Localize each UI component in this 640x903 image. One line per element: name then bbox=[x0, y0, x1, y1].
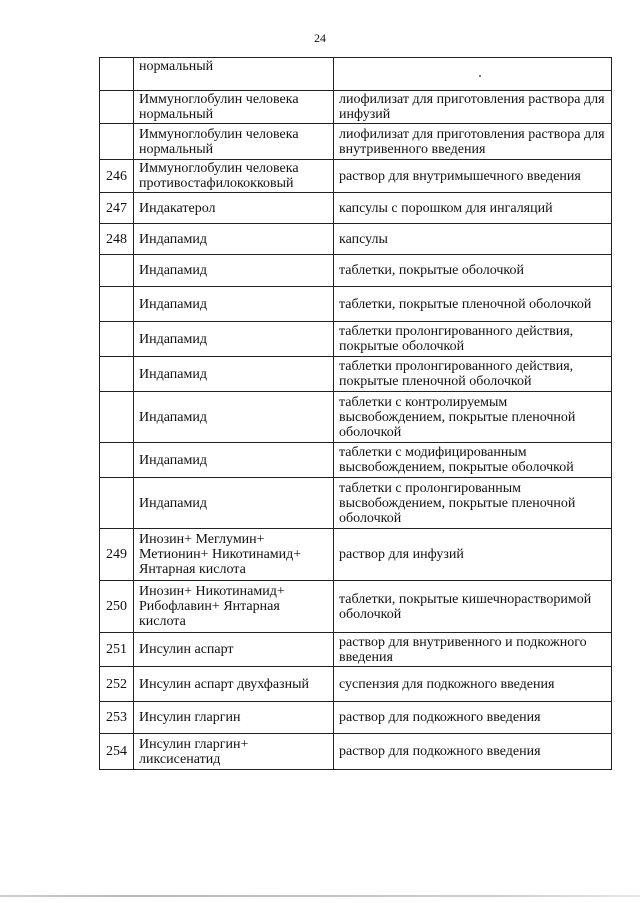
row-number-cell bbox=[100, 443, 134, 478]
dosage-form-cell: раствор для инфузий bbox=[334, 529, 612, 581]
drug-name-cell: Инсулин гларгин bbox=[134, 702, 334, 734]
drug-name-cell: Иммуноглобулин человека нормальный bbox=[134, 91, 334, 124]
drug-name-cell: Инозин+ Никотинамид+ Рибофлавин+ Янтарная кислота bbox=[134, 581, 334, 633]
row-number-cell: 250 bbox=[100, 581, 134, 633]
table-row bbox=[100, 160, 612, 193]
drug-name-cell: Индапамид bbox=[134, 224, 334, 255]
dosage-form-cell: раствор для подкожного введения bbox=[334, 702, 612, 734]
row-number-cell bbox=[100, 357, 134, 392]
drug-name-cell: Индапамид bbox=[134, 322, 334, 357]
dosage-form-cell: таблетки пролонгированного действия, покрытые оболочкой bbox=[334, 322, 612, 357]
table-row bbox=[100, 529, 612, 581]
table-row bbox=[100, 667, 612, 702]
row-number-cell bbox=[100, 478, 134, 529]
drug-name-cell: Индакатерол bbox=[134, 193, 334, 224]
table-row bbox=[100, 124, 612, 160]
table-row bbox=[100, 392, 612, 443]
dosage-form-cell: таблетки с контролируемым высвобождением, покрытые пленочной оболочкой bbox=[334, 392, 612, 443]
dosage-form-cell: таблетки с пролонгированным высвобождением, покрытые пленочной оболочкой bbox=[334, 478, 612, 529]
row-number-cell: 247 bbox=[100, 193, 134, 224]
dosage-form-cell: лиофилизат для приготовления раствора для внутривенного введения bbox=[334, 124, 612, 160]
row-number-cell bbox=[100, 124, 134, 160]
table-row bbox=[100, 734, 612, 770]
row-number-cell bbox=[100, 322, 134, 357]
table-row bbox=[100, 443, 612, 478]
dosage-form-cell: раствор для внутримышечного введения bbox=[334, 160, 612, 193]
table-row bbox=[100, 581, 612, 633]
dosage-form-cell: суспензия для подкожного введения bbox=[334, 667, 612, 702]
row-number-cell: 254 bbox=[100, 734, 134, 770]
table-row bbox=[100, 287, 612, 322]
page-number: 24 bbox=[314, 31, 326, 45]
table-row bbox=[100, 193, 612, 224]
drug-name-cell: Индапамид bbox=[134, 392, 334, 443]
scan-edge-line bbox=[0, 895, 640, 897]
table-row bbox=[100, 322, 612, 357]
table-row bbox=[100, 58, 612, 91]
row-number-cell: 248 bbox=[100, 224, 134, 255]
row-number-cell bbox=[100, 255, 134, 287]
drug-name-cell: нормальный bbox=[134, 58, 334, 91]
drug-name-cell: Индапамид bbox=[134, 255, 334, 287]
row-number-cell bbox=[100, 392, 134, 443]
table-body bbox=[100, 58, 612, 770]
drug-name-cell: Индапамид bbox=[134, 478, 334, 529]
row-number-cell bbox=[100, 91, 134, 124]
dosage-form-cell: таблетки, покрытые кишечнорастворимой оболочкой bbox=[334, 581, 612, 633]
table-row bbox=[100, 633, 612, 667]
drug-table bbox=[99, 57, 612, 770]
row-number-cell: 253 bbox=[100, 702, 134, 734]
table-row bbox=[100, 478, 612, 529]
table-row bbox=[100, 224, 612, 255]
dosage-form-cell: капсулы с порошком для ингаляций bbox=[334, 193, 612, 224]
drug-name-cell: Инсулин гларгин+ ликсисенатид bbox=[134, 734, 334, 770]
row-number-cell: 251 bbox=[100, 633, 134, 667]
dosage-form-cell: лиофилизат для приготовления раствора для инфузий bbox=[334, 91, 612, 124]
row-number-cell: 249 bbox=[100, 529, 134, 581]
drug-name-cell: Иммуноглобулин человека противостафилококковый bbox=[134, 160, 334, 193]
drug-name-cell: Инсулин аспарт bbox=[134, 633, 334, 667]
table-row bbox=[100, 357, 612, 392]
row-number-cell: 252 bbox=[100, 667, 134, 702]
row-number-cell bbox=[100, 287, 134, 322]
row-number-cell: 246 bbox=[100, 160, 134, 193]
drug-name-cell: Индапамид bbox=[134, 357, 334, 392]
drug-name-cell: Инсулин аспарт двухфазный bbox=[134, 667, 334, 702]
dosage-form-cell: таблетки, покрытые пленочной оболочкой bbox=[334, 287, 612, 322]
table-row bbox=[100, 91, 612, 124]
dosage-form-cell: таблетки пролонгированного действия, покрытые пленочной оболочкой bbox=[334, 357, 612, 392]
dosage-form-cell: капсулы bbox=[334, 224, 612, 255]
table-row bbox=[100, 255, 612, 287]
drug-name-cell: Индапамид bbox=[134, 287, 334, 322]
dosage-form-cell: таблетки с модифицированным высвобождением, покрытые оболочкой bbox=[334, 443, 612, 478]
dosage-form-cell bbox=[334, 58, 612, 91]
drug-name-cell: Инозин+ Меглумин+ Метионин+ Никотинамид+ Янтарная кислота bbox=[134, 529, 334, 581]
row-number-cell bbox=[100, 58, 134, 91]
dosage-form-cell: таблетки, покрытые оболочкой bbox=[334, 255, 612, 287]
dosage-form-cell: раствор для внутривенного и подкожного введения bbox=[334, 633, 612, 667]
dosage-form-cell: раствор для подкожного введения bbox=[334, 734, 612, 770]
table-row bbox=[100, 702, 612, 734]
drug-name-cell: Индапамид bbox=[134, 443, 334, 478]
drug-name-cell: Иммуноглобулин человека нормальный bbox=[134, 124, 334, 160]
